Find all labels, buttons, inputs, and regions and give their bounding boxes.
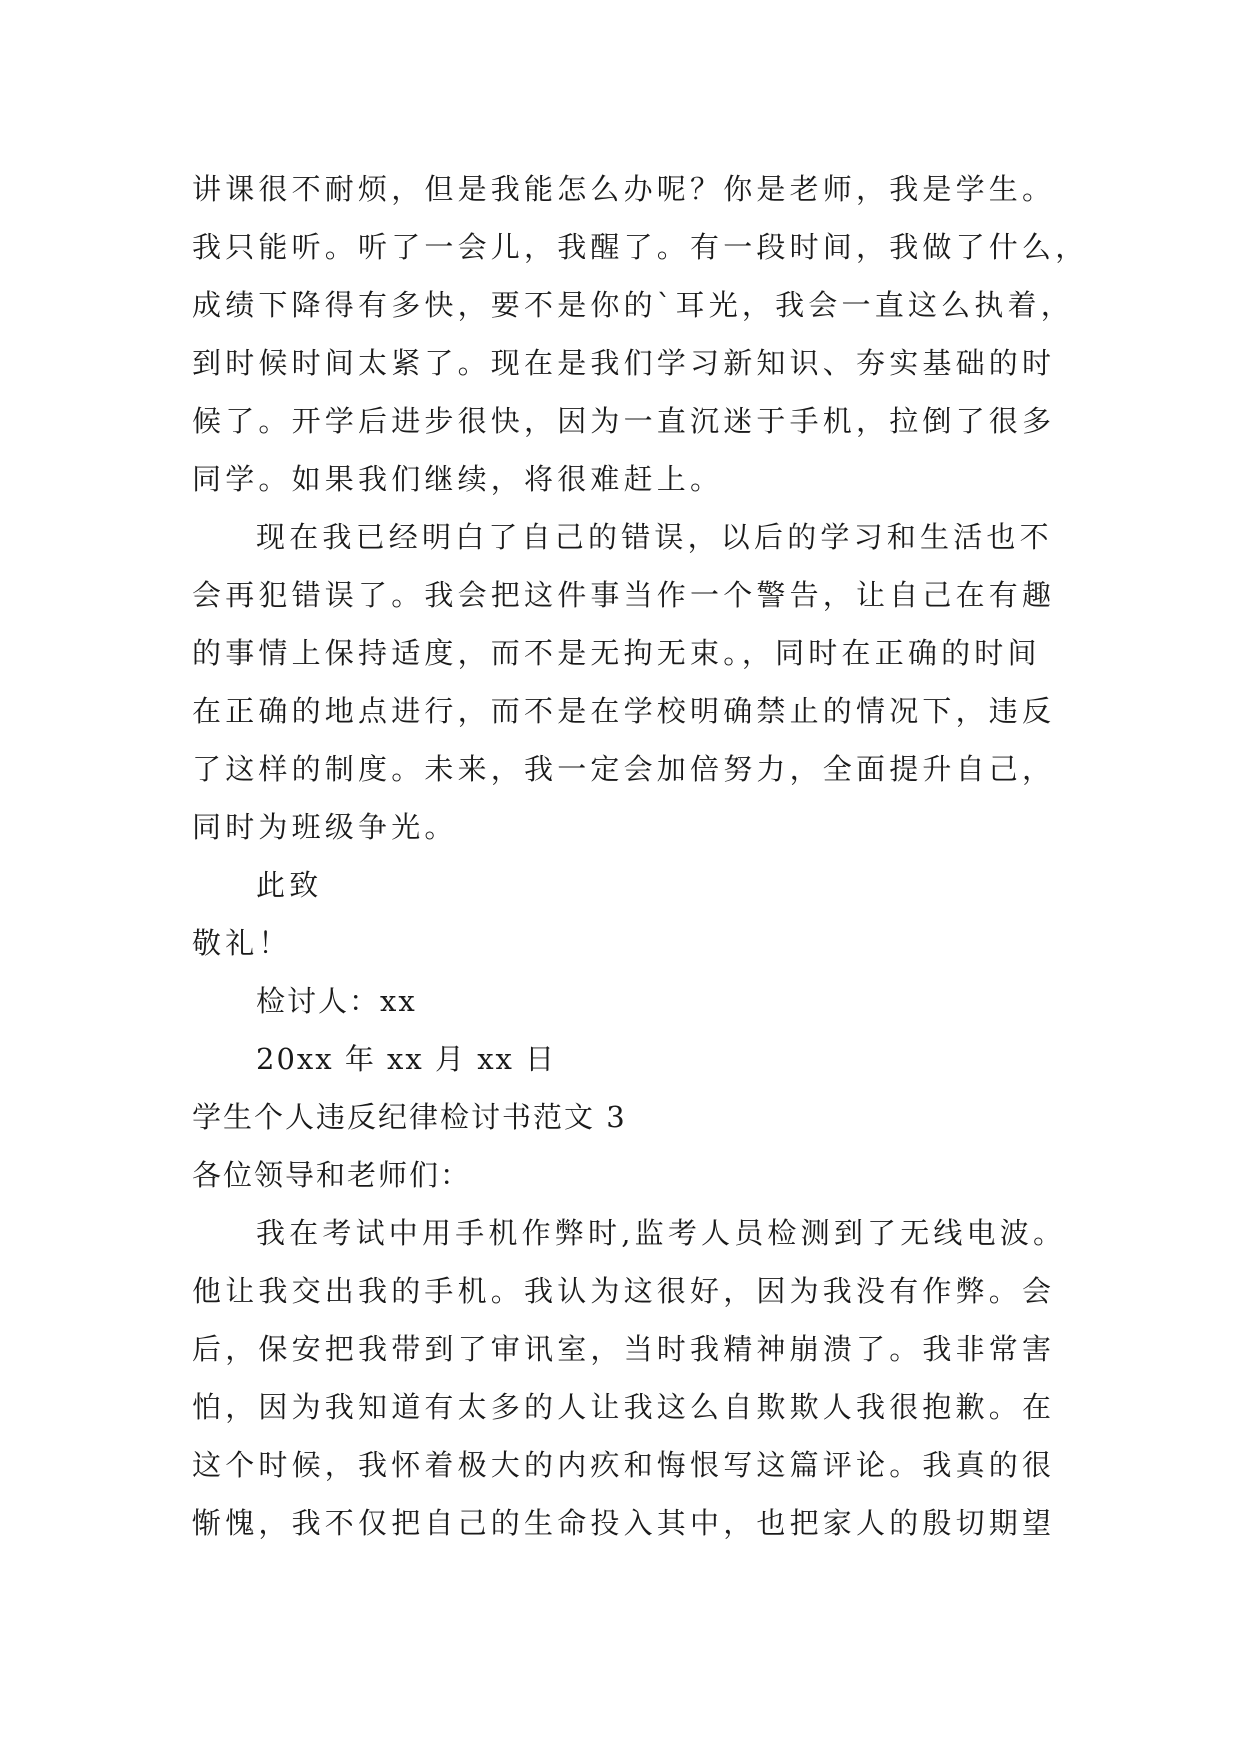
text-line: 到时候时间太紧了。现在是我们学习新知识、夯实基础的时	[192, 346, 1056, 380]
text-line: 怕，因为我知道有太多的人让我这么自欺欺人我很抱歉。在	[192, 1390, 1056, 1424]
salutation: 各位领导和老师们：	[192, 1158, 472, 1192]
text-line: 惭愧，我不仅把自己的生命投入其中，也把家人的殷切期望	[192, 1506, 1056, 1540]
closing-salute: 敬礼！	[192, 926, 292, 960]
text-line: 了这样的制度。未来，我一定会加倍努力，全面提升自己，	[192, 752, 1056, 786]
document-body	[192, 160, 1089, 1552]
text-line: 同时为班级争光。	[192, 810, 458, 844]
text-line: 会再犯错误了。我会把这件事当作一个警告，让自己在有趣	[192, 578, 1056, 612]
text-line: 后，保安把我带到了审讯室，当时我精神崩溃了。我非常害	[192, 1332, 1056, 1366]
section-title: 学生个人违反纪律检讨书范文 3	[192, 1100, 627, 1134]
signer-line: 检讨人：xx	[256, 984, 417, 1018]
text-line: 现在我已经明白了自己的错误，以后的学习和生活也不	[256, 520, 1053, 554]
text-line: 这个时候，我怀着极大的内疚和悔恨写这篇评论。我真的很	[192, 1448, 1056, 1482]
date-line: 20xx 年 xx 月 xx 日	[256, 1042, 557, 1076]
text-line: 候了。开学后进步很快，因为一直沉迷于手机，拉倒了很多	[192, 404, 1056, 438]
text-line: 的事情上保持适度，而不是无拘无束。，同时在正确的时间	[192, 636, 1041, 670]
text-line: 我在考试中用手机作弊时,监考人员检测到了无线电波。	[256, 1216, 1067, 1250]
text-line: 同学。如果我们继续，将很难赶上。	[192, 462, 724, 496]
text-line: 他让我交出我的手机。我认为这很好，因为我没有作弊。会	[192, 1274, 1056, 1308]
closing-phrase: 此致	[256, 868, 323, 902]
text-line: 我只能听。听了一会儿，我醒了。有一段时间，我做了什么，	[192, 230, 1089, 264]
text-line: 成绩下降得有多快，要不是你的`耳光，我会一直这么执着，	[192, 288, 1074, 322]
text-line: 在正确的地点进行，而不是在学校明确禁止的情况下，违反	[192, 694, 1056, 728]
text-line: 讲课很不耐烦，但是我能怎么办呢？你是老师，我是学生。	[192, 172, 1056, 206]
